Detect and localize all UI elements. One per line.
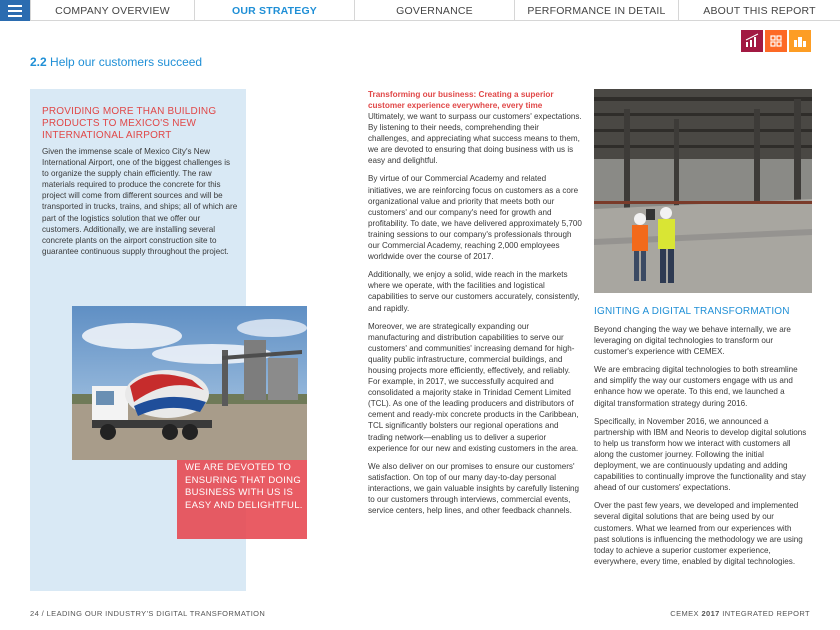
tab-company-overview[interactable]: COMPANY OVERVIEW bbox=[30, 0, 194, 21]
middle-paragraph: We also deliver on our promises to ensure our customers' satisfaction. On top of our many day-to-day personal interactions, we gain valuable insights by carefully listening to our customers through interviews, commercial events, service centers, help lines, and other feedback channels. bbox=[368, 461, 580, 516]
middle-paragraph: Moreover, we are strategically expanding our manufacturing and distribution capabilities to serve our customers' and communities' increasing demand for high-quality public infrastructure, commercial buildings, and housing projects more efficiently, effectively, and reliably. For example, in 2017, we successfully acquired and consolidated a majority stake in Trinidad Cement Limited (TCL). As one of the leading producers and distributors of cement and ready-mix concrete products in the Caribbean, TCL significantly bolsters our regional operations and trading network—enabling us to deliver a superior experience for our new and existing customers in the area. bbox=[368, 321, 579, 453]
footer-separator: / bbox=[41, 609, 45, 618]
section-title bbox=[30, 55, 202, 69]
left-panel-heading: PROVIDING MORE THAN BUILDING PRODUCTS TO MEXICO'S NEW INTERNATIONAL AIRPORT bbox=[42, 106, 217, 141]
hamburger-menu-icon[interactable] bbox=[0, 0, 30, 21]
footer-right-title: INTEGRATED REPORT bbox=[722, 609, 810, 618]
footer-brand: CEMEX bbox=[670, 609, 699, 618]
top-navigation bbox=[0, 0, 840, 21]
pull-quote-text: WE ARE DEVOTED TO ENSURING THAT DOING BUSINESS WITH US IS EASY AND DELIGHTFUL. bbox=[185, 462, 303, 511]
middle-paragraph: Ultimately, we want to surpass our customers' expectations. By listening to their needs, comprehending their challenges, and appreciating what success means to them, we are devoted to ensuring that doing business with us is easy and delightful. bbox=[368, 112, 582, 166]
right-column bbox=[594, 324, 808, 574]
right-paragraph: We are embracing digital technologies to both streamline and simplify the way our customers engage with us and enhance how we operate. To this end, we launched a digital transformation strategy during 2016. bbox=[594, 365, 798, 408]
right-heading: IGNITING A DIGITAL TRANSFORMATION bbox=[594, 306, 790, 317]
sdg-icons bbox=[741, 30, 811, 52]
middle-heading: Transforming our business: Creating a superior customer experience everywhere, every time bbox=[368, 90, 554, 111]
right-paragraph: Specifically, in November 2016, we announced a partnership with IBM and Neoris to develop digital solutions to help us transform how we interact with customers all along the customer journey. Following the initial deployment, we are continuously updating and adding capabilities to continually improve the functionality and stay ahead of our customers' expectations. bbox=[594, 416, 807, 493]
section-number: 2.2 bbox=[30, 55, 47, 69]
tab-about-this-report[interactable]: ABOUT THIS REPORT bbox=[678, 0, 840, 21]
sdg-9-icon bbox=[765, 30, 787, 52]
right-paragraph: Over the past few years, we developed and implemented several digital solutions that are being used by our customers. What we learned from our experiences with past solutions is influencing the methodology we are using today to achieve a superior customer experience, everywhere, every time, enabled by digital technologies. bbox=[594, 501, 803, 566]
section-title-text: Help our customers succeed bbox=[50, 55, 203, 69]
middle-paragraph: Additionally, we enjoy a solid, wide reach in the markets where we operate, with the facilities and logistical capabilities to serve our customers accurately, consistently, and rapidly. bbox=[368, 270, 580, 313]
tab-performance-in-detail[interactable]: PERFORMANCE IN DETAIL bbox=[514, 0, 678, 21]
cement-truck-photo bbox=[72, 306, 307, 460]
right-paragraph: Beyond changing the way we behave internally, we are leveraging on digital technologies to transform our customer's experience with CEMEX. bbox=[594, 325, 791, 357]
footer-year: 2017 bbox=[701, 609, 720, 618]
footer-left-title: LEADING OUR INDUSTRY'S DIGITAL TRANSFORMATION bbox=[46, 609, 266, 618]
middle-column bbox=[368, 111, 582, 523]
sdg-8-icon bbox=[741, 30, 763, 52]
footer-left bbox=[30, 609, 265, 618]
footer-right bbox=[670, 609, 810, 618]
middle-paragraph: By virtue of our Commercial Academy and related initiatives, we are reinforcing focus on customers as a core organizational value and priority that meets both our customers' and our company's need for growth and profitability. To date, we have delivered approximately 5,700 training sessions to our company's professionals through our Commercial Academy, reaching 2,000 employees worldwide over the course of 2017. bbox=[368, 174, 582, 262]
tab-governance[interactable]: GOVERNANCE bbox=[354, 0, 514, 21]
sdg-11-icon bbox=[789, 30, 811, 52]
page-number: 24 bbox=[30, 609, 40, 618]
left-panel-body: Given the immense scale of Mexico City's New International Airport, one of the biggest challenges is to organize the supply chain efficiently. The raw materials required to produce the concrete for this project will come from different sources and will be transported in trucks, trains, and ships; all of which are part of the logistics solution that we offer our customers. Additionally, we are installing several concrete plants on the airport construction site to guarantee continuous supply throughout the project. bbox=[42, 147, 238, 256]
construction-site-photo bbox=[594, 89, 812, 293]
tab-our-strategy[interactable]: OUR STRATEGY bbox=[194, 0, 354, 21]
